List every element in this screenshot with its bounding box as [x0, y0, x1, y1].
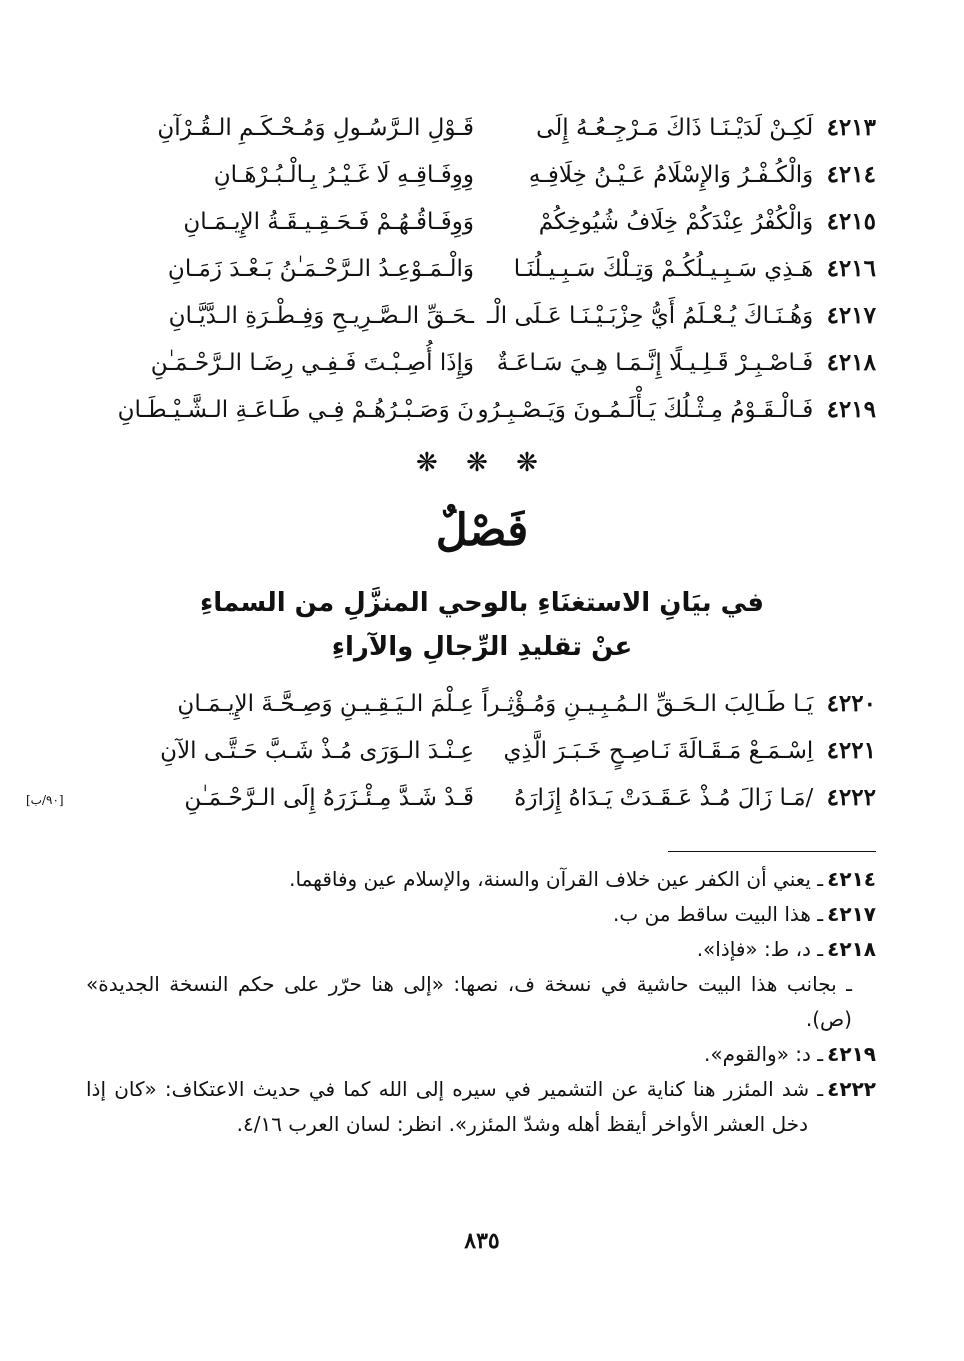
footnote-number: ٤٢٢٢: [827, 1077, 876, 1101]
verses-block-top: [84, 104, 876, 433]
verse-text: وَالْكُـفْـرُ وَالإِسْلَامُ عَـيْـنُ خِلَافِـهِ: [528, 162, 814, 188]
verse-first-hemistich: [486, 208, 876, 235]
verse-text: يَـا طَـالِبَ الـحَـقِّ الـمُـبِـيـنِ وَمُـؤْثِـراً: [482, 691, 814, 717]
verse-second-hemistich: وَإِذَا أُصِـبْـتَ فَـفِـي رِضَـا الـرَّحْـمَـٰنِ: [150, 349, 474, 376]
page-number: ٨٣٥: [464, 1228, 500, 1254]
verse-text: وَهُـنَـاكَ يُـعْـلَمُ أَيُّ حِزْبَـيْـنَـا عَـلَى الْـ: [487, 303, 814, 329]
verse-second-hemistich: قَـوْلِ الـرَّسُـولِ وَمُـحْـكَـمِ الـقُـرْآنِ: [157, 114, 474, 141]
footnote-4218-continued: [86, 967, 876, 1037]
verse-text: فَـالْـقَـوْمُ مِـثْـلُكَ يَـأْلَـمُـونَ وَيَـصْـبِـرُو: [477, 397, 814, 423]
footnote-4218: [86, 932, 876, 967]
footnote-text: ـ د: «والقوم».: [703, 1042, 824, 1066]
footnotes: [86, 862, 876, 1142]
verse-text: قَـدْ شَـدَّ مِـئْـزَرَهُ إِلَى الـرَّحْـمَـٰنِ: [184, 784, 474, 811]
footnote-text: ـ د، ط: «فإذا».: [696, 937, 824, 961]
verse-number: ٤٢١٦: [826, 255, 876, 282]
verse-text: وَالْكُفْرُ عِنْدَكُمْ خِلَافُ شُيُوخِكُمْ: [538, 209, 814, 235]
verse-4218: [84, 339, 876, 386]
verse-text: اِسْـمَـعْ مَـقَـالَةَ نَـاصِـحٍ خَـبَـرَ الَّذِي: [503, 738, 814, 764]
footnote-text: ـ شد المئزر هنا كناية عن التشمير في سيره إلى الله كما في حديث الاعتكاف: «كان إذا دخل العشر الأواخر أيقظ أهله وشدّ المئزر». انظر: لسان العرب ٤/١٦.: [86, 1077, 824, 1136]
verse-4213: [84, 104, 876, 151]
verse-first-hemistich: [486, 302, 876, 329]
verse-number: ٤٢١٨: [826, 349, 876, 376]
footnote-text: ـ يعني أن الكفر عين خلاف القرآن والسنة، والإسلام عين وفاقهما.: [289, 867, 824, 891]
footnote-4214: [86, 862, 876, 897]
verse-first-hemistich: [486, 161, 876, 188]
verse-number: ٤٢١٣: [826, 114, 876, 141]
section-subtitle-line-1: في بيَانِ الاستغنَاءِ بالوحي المنزَّلِ من السماءِ: [200, 588, 764, 618]
verse-number: ٤٢١٩: [826, 396, 876, 423]
footnote-number: ٤٢١٧: [827, 902, 876, 926]
verse-second-hemistich: عِـنْـدَ الـوَرَى مُـذْ شَـبَّ حَـتَّـى الآنِ: [160, 737, 474, 764]
section-subtitle-line-2: عنْ تقليدِ الرِّجالِ والآراءِ: [331, 632, 633, 662]
footnote-number: ٤٢١٤: [827, 867, 876, 891]
verse-text: هَـذِي سَـبِـيـلُكُـمْ وَتِـلْكَ سَـبِـيـلُنَـا: [513, 256, 814, 282]
verse-4222: [26, 774, 876, 821]
verse-second-hemistich: عِـلْمَ الـيَـقِـيـنِ وَصِـحَّـةَ الإِيـمَـانِ: [177, 690, 474, 717]
footnote-text: ـ هذا البيت ساقط من ب.: [613, 902, 824, 926]
verse-number: ٤٢٢١: [826, 737, 876, 764]
verse-4221: [84, 727, 876, 774]
footnote-number: ٤٢١٨: [827, 937, 876, 961]
verse-number: ٤٢١٧: [826, 302, 876, 329]
verse-first-hemistich: [486, 737, 876, 764]
verse-number: ٤٢١٤: [826, 161, 876, 188]
verse-4217: [84, 292, 876, 339]
footnote-4217: [86, 897, 876, 932]
verse-4216: [84, 245, 876, 292]
footnote-4219: [86, 1037, 876, 1072]
footnote-divider: [668, 851, 876, 852]
section-separator-stars: ❋ ❋ ❋: [416, 448, 548, 478]
verse-second-hemistich: [26, 784, 474, 811]
verse-first-hemistich: [486, 784, 876, 811]
verse-text: /مَـا زَالَ مُـذْ عَـقَـدَتْ يَـدَاهُ إِزَارَهُ: [514, 785, 814, 811]
verse-first-hemistich: [477, 396, 876, 423]
verse-second-hemistich: وِوِفَـاقِـهِ لَا غَـيْـرُ بِـالْـبُـرْهَـانِ: [213, 161, 474, 188]
footnote-4222: [86, 1072, 876, 1142]
verses-block-bottom: [26, 680, 876, 821]
verse-text: فَـاصْـبِـرْ قَـلِـيـلًا إِنَّـمَـا هِـيَ سَـاعَـةٌ: [496, 350, 814, 376]
verse-text: لَكِـنْ لَدَيْـنَـا ذَاكَ مَـرْجِـعُـهُ إِلَى: [536, 115, 814, 141]
verse-4214: [84, 151, 876, 198]
verse-number: ٤٢١٥: [826, 208, 876, 235]
verse-number: ٤٢٢٢: [826, 784, 876, 811]
verse-second-hemistich: نَ وَصَـبْـرُهُـمْ فِـي طَـاعَـةِ الـشَّـيْـطَـانِ: [117, 396, 474, 423]
verse-first-hemistich: [486, 255, 876, 282]
verse-4215: [84, 198, 876, 245]
verse-4220: [84, 680, 876, 727]
verse-second-hemistich: ـحَـقِّ الـصَّـرِيـحِ وَفِـطْـرَةِ الـدَّيَّـانِ: [168, 302, 474, 329]
verse-number: ٤٢٢٠: [826, 690, 876, 717]
footnote-text: ـ بجانب هذا البيت حاشية في نسخة ف، نصها: «إلى هنا حرّر على حكم النسخة الجديدة» (ص).: [86, 972, 852, 1031]
section-title: فَصْلٌ: [435, 505, 529, 556]
verse-first-hemistich: [486, 349, 876, 376]
manuscript-folio-marker: [٩٠/ب]: [26, 792, 64, 807]
verse-4219: [84, 386, 876, 433]
footnote-number: ٤٢١٩: [827, 1042, 876, 1066]
verse-second-hemistich: وَوِفَـاقُـهُـمْ فَـحَـقِـيـقَـةُ الإِيـمَـانِ: [183, 208, 474, 235]
verse-first-hemistich: [482, 690, 876, 717]
verse-second-hemistich: وَالْـمَـوْعِـدُ الـرَّحْـمَـٰنُ بَـعْـدَ زَمَـانِ: [167, 255, 474, 282]
verse-first-hemistich: [486, 114, 876, 141]
